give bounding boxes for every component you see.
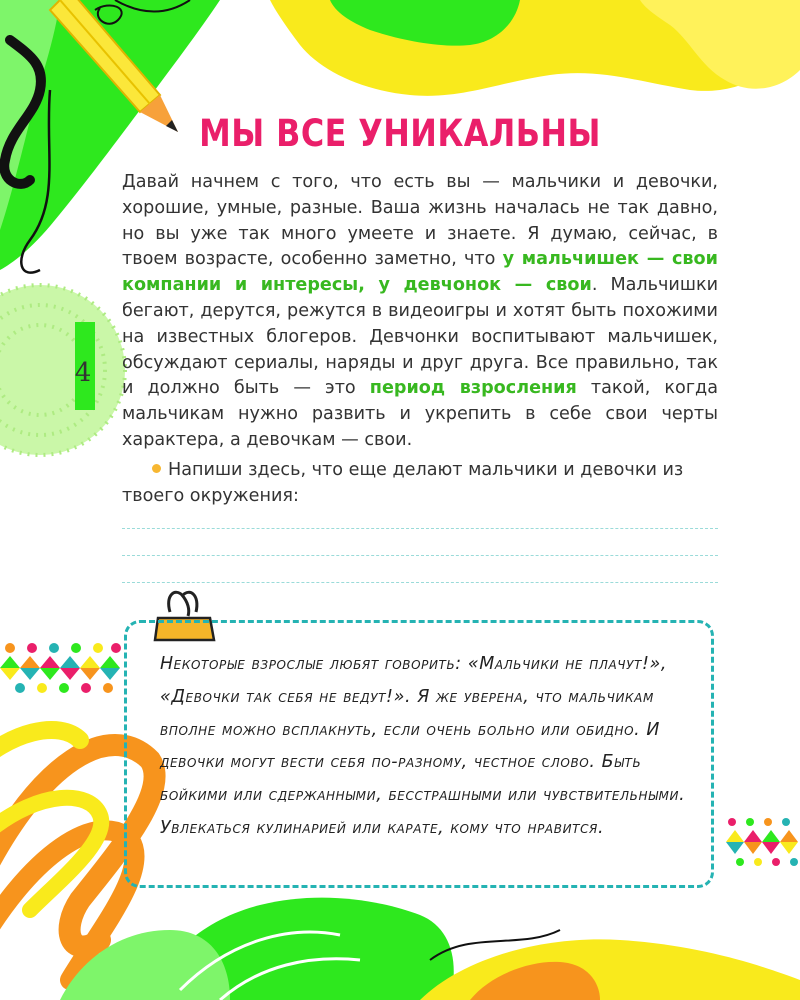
writing-line-2[interactable] [122, 555, 718, 556]
yellow-blob-bottom-right [420, 939, 800, 1000]
highlight-growing-up: период взросления [369, 378, 577, 399]
writing-task [122, 458, 718, 510]
task-text: Напиши здесь, что еще делают мальчики и девочки из твоего окружения: [122, 460, 684, 506]
dotted-circle-left [0, 285, 125, 455]
main-paragraph [122, 170, 718, 454]
page-number: 4 [74, 358, 92, 388]
main-text-part-3: такой, когда мальчикам нужно развить и укрепить в себе свои черты характера, а девочкам — свои. [122, 378, 719, 450]
triangle-strip-left [0, 643, 121, 693]
triangle-strip-right [726, 818, 798, 866]
writing-line-3[interactable] [122, 582, 718, 583]
main-text-part-1: Давай начнем с того, что есть вы — мальчики и девочки, хорошие, умные, разные. Ваша жизнь началась не так давно, но вы уже так много умеете и знаете. Я думаю, сейчас, в твоем возрасте, особенно заметно, что [122, 172, 718, 270]
highlight-boys-girls: у мальчишек — свои компании и интересы, у девчонок — свои [122, 249, 718, 296]
writing-line-1[interactable] [122, 528, 718, 529]
main-text-part-2: . Мальчишки бегают, дерутся, режутся в видеоигры и хотят быть похожими на известных блогеров. Девчонки воспитывают мальчишек, обсуждают сериалы, наряды и друг друга. Все правильно, так и должно быть — это [122, 275, 719, 399]
bullet-icon [152, 464, 161, 473]
page-title: МЫ ВСЕ УНИКАЛЬНЫ [199, 112, 601, 155]
note-text: Некоторые взрослые любят говорить: «Мальчики не плачут!», «Девочки так себя не ведут!». Я же уверена, что мальчикам вполне можно всплакнуть, если очень больно или обидно. И девочки могут вести себя по-разному, честное слово. Быть бойкими или сдержанными, бесстрашными или чувствительными. Увлекаться кулинарией или карате, кому что нравится. [160, 654, 686, 838]
